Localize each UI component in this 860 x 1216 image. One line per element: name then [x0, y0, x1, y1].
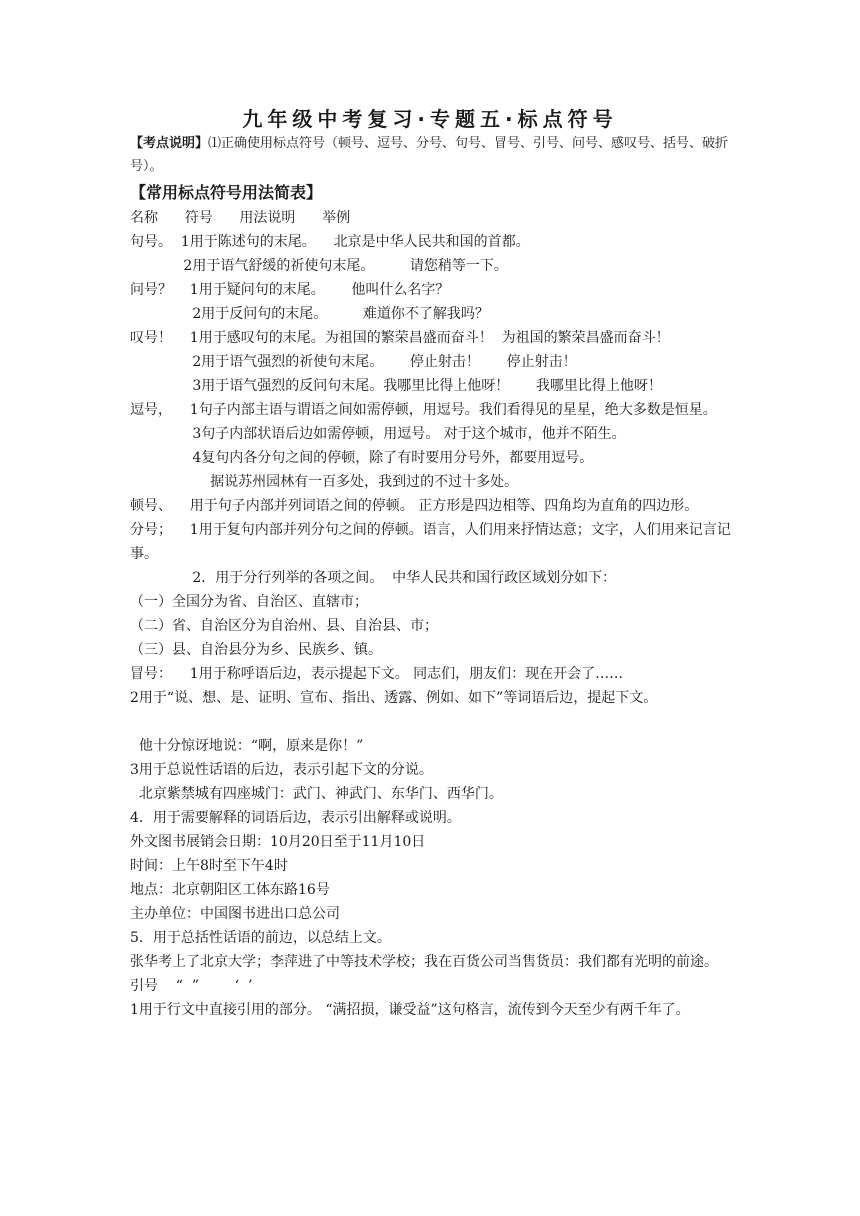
text-line: 时间：上午8时至下午4时: [130, 858, 288, 874]
exam-point-label: 【考点说明】: [130, 136, 209, 151]
text-line: 外文图书展销会日期：10月20日至于11月10日: [130, 834, 426, 850]
text-line: 冒号： 1用于称呼语后边，表示提起下文。 同志们，朋友们：现在开会了……: [130, 666, 624, 682]
text-line: 4复句内各分句之间的停顿，除了有时要用分号外，都要用逗号。: [130, 450, 594, 466]
page-title: 九年级中考复习·专题五·标点符号: [242, 107, 618, 131]
text-line: 1用于行文中直接引用的部分。 “满招损，谦受益”这句格言，流传到今天至少有两千年了。: [130, 1002, 690, 1018]
text-line: 句号。 1用于陈述句的末尾。 北京是中华人民共和国的首都。: [130, 234, 530, 250]
blank-line: [130, 710, 742, 734]
usage-table: [130, 206, 742, 1022]
text-line: 3用于语气强烈的反问句末尾。我哪里比得上他呀！ 我哪里比得上他呀！: [130, 378, 662, 394]
section-title: 【常用标点符号用法简表】: [130, 183, 323, 202]
text-line: 他十分惊讶地说：“啊，原来是你！”: [130, 738, 364, 754]
document-body: [130, 132, 742, 1022]
text-line: 2用于“说、想、是、证明、宣布、指出、透露、例如、如下”等词语后边，提起下文。: [130, 690, 658, 706]
text-line: 引号 “ ” ‘ ’: [130, 978, 253, 994]
text-line: 2用于语气舒缓的祈使句末尾。 请您稍等一下。: [130, 258, 508, 274]
text-line: 5．用于总括性话语的前边，以总结上文。: [130, 930, 391, 946]
exam-point-text: ⑴正确使用标点符号（顿号、逗号、分号、句号、冒号、引号、问号、感叹号、括号、破折号）。: [130, 136, 729, 174]
text-line: 顿号、 用于句子内部并列词语之间的停顿。 正方形是四边相等、四角均为直角的四边形。: [130, 498, 699, 514]
text-line: 2用于反问句的末尾。 难道你不了解我吗？: [130, 306, 489, 322]
text-line: 据说苏州园林有一百多处，我到过的不过十多处。: [130, 474, 519, 490]
text-line: 3句子内部状语后边如需停顿，用逗号。 对于这个城市，他并不陌生。: [130, 426, 626, 442]
text-line: 叹号！ 1用于感叹句的末尾。为祖国的繁荣昌盛而奋斗！ 为祖国的繁荣昌盛而奋斗！: [130, 330, 670, 346]
text-line: 3用于总说性话语的后边，表示引起下文的分说。: [130, 762, 433, 778]
text-line: 问号？ 1用于疑问句的末尾。 他叫什么名字？: [130, 282, 450, 298]
text-line: 主办单位：中国图书进出口总公司: [130, 906, 340, 922]
text-line: 地点：北京朝阳区工体东路16号: [130, 882, 330, 898]
text-line: 2．用于分行列举的各项之间。 中华人民共和国行政区域划分如下：: [130, 570, 617, 586]
text-line: 张华考上了北京大学；李萍进了中等技术学校；我在百货公司当售货员：我们都有光明的前途。: [130, 954, 718, 970]
text-line: 分号； 1用于复句内部并列分句之间的停顿。语言，人们用来抒情达意；文字，人们用来记言记事。: [130, 522, 731, 562]
text-line: （二）省、自治区分为自治州、县、自治县、市；: [130, 618, 438, 634]
text-line: 2用于语气强烈的祈使句末尾。 停止射击！ 停止射击！: [130, 354, 577, 370]
text-line: （一）全国分为省、自治区、直辖市；: [130, 594, 368, 610]
exam-point-note: [130, 132, 742, 178]
text-line: （三）县、自治县分为乡、民族乡、镇。: [130, 642, 382, 658]
table-header-row: 名称 符号 用法说明 举例: [130, 210, 351, 226]
text-line: 逗号， 1句子内部主语与谓语之间如需停顿，用逗号。我们看得见的星星，绝大多数是恒星。: [130, 402, 717, 418]
text-line: 4．用于需要解释的词语后边，表示引出解释或说明。: [130, 810, 461, 826]
text-line: 北京紫禁城有四座城门：武门、神武门、东华门、西华门。: [130, 786, 503, 802]
